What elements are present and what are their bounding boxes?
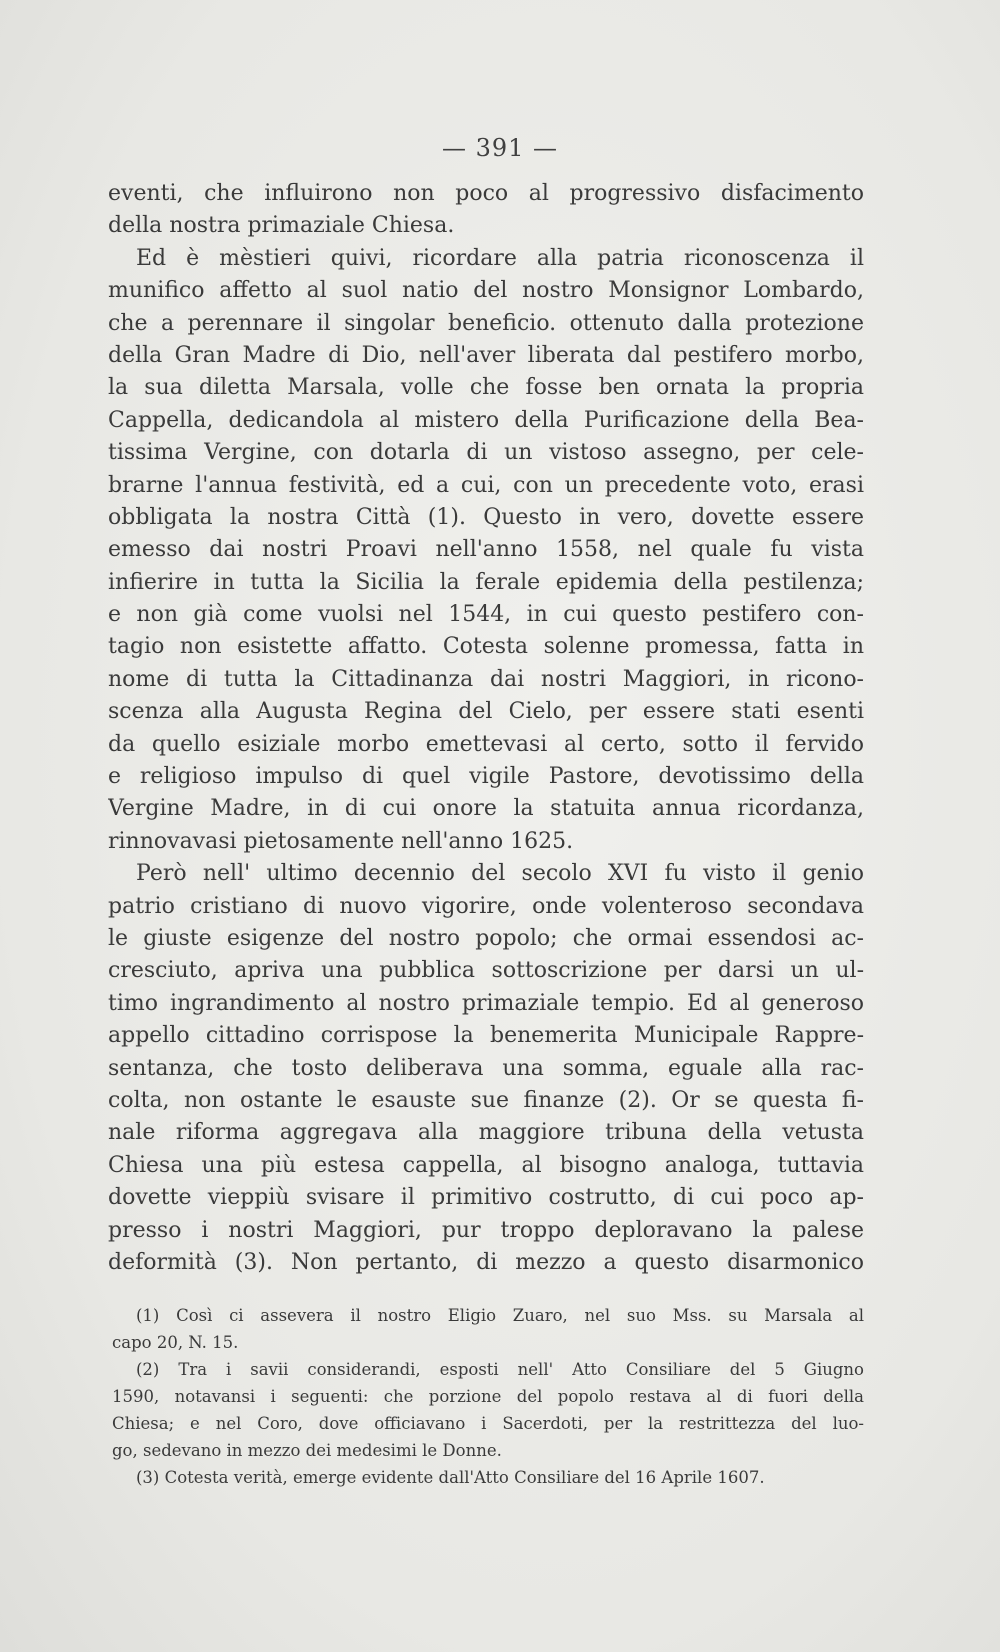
page-number: — 391 — xyxy=(441,134,559,162)
text-line: emesso dai nostri Proavi nell'anno 1558, nel quale fu vista xyxy=(108,537,864,563)
text-line: da quello esiziale morbo emettevasi al certo, sotto il fervido xyxy=(108,731,864,757)
text-line: tagio non esistette affatto. Cotesta solenne promessa, fatta in xyxy=(108,634,864,660)
text-line: infierire in tutta la Sicilia la ferale epidemia della pestilenza; xyxy=(108,569,864,595)
footnote-line: 1590, notavansi i seguenti: che porzione del popolo restava al di fuori della xyxy=(112,1387,864,1406)
text-line: Vergine Madre, in di cui onore la statuita annua ricordanza, xyxy=(108,796,864,822)
footnote-line: capo 20, N. 15. xyxy=(112,1333,239,1352)
footnotes-block xyxy=(112,1302,864,1491)
text-line: brarne l'annua festività, ed a cui, con un precedente voto, erasi xyxy=(108,472,864,498)
text-line: nome di tutta la Cittadinanza dai nostri Maggiori, in ricono- xyxy=(108,666,864,692)
text-line: Ed è mèstieri quivi, ricordare alla patria riconoscenza il xyxy=(136,245,864,271)
text-line: della nostra primaziale Chiesa. xyxy=(108,213,455,239)
text-line: sentanza, che tosto deliberava una somma, eguale alla rac- xyxy=(108,1055,864,1081)
main-text-block xyxy=(108,178,864,1279)
text-line: nale riforma aggregava alla maggiore tribuna della vetusta xyxy=(108,1120,864,1146)
footnote-line: Chiesa; e nel Coro, dove officiavano i Sacerdoti, per la restrittezza del luo- xyxy=(112,1414,864,1433)
text-line: e non già come vuolsi nel 1544, in cui questo pestifero con- xyxy=(108,602,864,628)
text-line: cresciuto, apriva una pubblica sottoscrizione per darsi un ul- xyxy=(108,958,864,984)
text-line: munifico affetto al suol natio del nostro Monsignor Lombardo, xyxy=(108,278,864,304)
text-line: patrio cristiano di nuovo vigorire, onde volenteroso secondava xyxy=(108,893,864,919)
text-line: obbligata la nostra Città (1). Questo in vero, dovette essere xyxy=(108,504,864,530)
text-line: che a perennare il singolar beneficio. ottenuto dalla protezione xyxy=(108,310,864,336)
footnote-line: (1) Così ci assevera il nostro Eligio Zuaro, nel suo Mss. su Marsala al xyxy=(136,1306,864,1325)
text-line: rinnovavasi pietosamente nell'anno 1625. xyxy=(108,828,574,854)
text-line: Però nell' ultimo decennio del secolo XVI fu visto il genio xyxy=(136,861,864,887)
text-line: timo ingrandimento al nostro primaziale tempio. Ed al generoso xyxy=(108,990,864,1016)
text-line: dovette vieppiù svisare il primitivo costrutto, di cui poco ap- xyxy=(108,1185,864,1211)
text-line: scenza alla Augusta Regina del Cielo, per essere stati esenti xyxy=(108,699,864,725)
text-line: Chiesa una più estesa cappella, al bisogno analoga, tuttavia xyxy=(108,1152,864,1178)
text-line: e religioso impulso di quel vigile Pastore, devotissimo della xyxy=(108,764,864,790)
text-line: deformità (3). Non pertanto, di mezzo a questo disarmonico xyxy=(108,1249,864,1275)
text-line: eventi, che influirono non poco al progressivo disfacimento xyxy=(108,181,864,206)
text-line: della Gran Madre di Dio, nell'aver liberata dal pestifero morbo, xyxy=(108,342,864,368)
text-line: le giuste esigenze del nostro popolo; che ormai essendosi ac- xyxy=(108,925,864,951)
text-line: colta, non ostante le esauste sue finanze (2). Or se questa fi- xyxy=(108,1087,864,1113)
text-line: presso i nostri Maggiori, pur troppo deploravano la palese xyxy=(108,1217,864,1243)
footnote-line: (2) Tra i savii considerandi, esposti nell' Atto Consiliare del 5 Giugno xyxy=(136,1360,864,1379)
text-line: la sua diletta Marsala, volle che fosse ben ornata la propria xyxy=(108,375,864,401)
text-line: appello cittadino corrispose la benemerita Municipale Rappre- xyxy=(108,1023,864,1049)
text-line: tissima Vergine, con dotarla di un vistoso assegno, per cele- xyxy=(108,440,864,466)
text-line: Cappella, dedicandola al mistero della Purificazione della Bea- xyxy=(108,407,864,433)
footnote-line: go, sedevano in mezzo dei medesimi le Donne. xyxy=(112,1441,502,1460)
footnote-line: (3) Cotesta verità, emerge evidente dall'Atto Consiliare del 16 Aprile 1607. xyxy=(136,1468,765,1487)
